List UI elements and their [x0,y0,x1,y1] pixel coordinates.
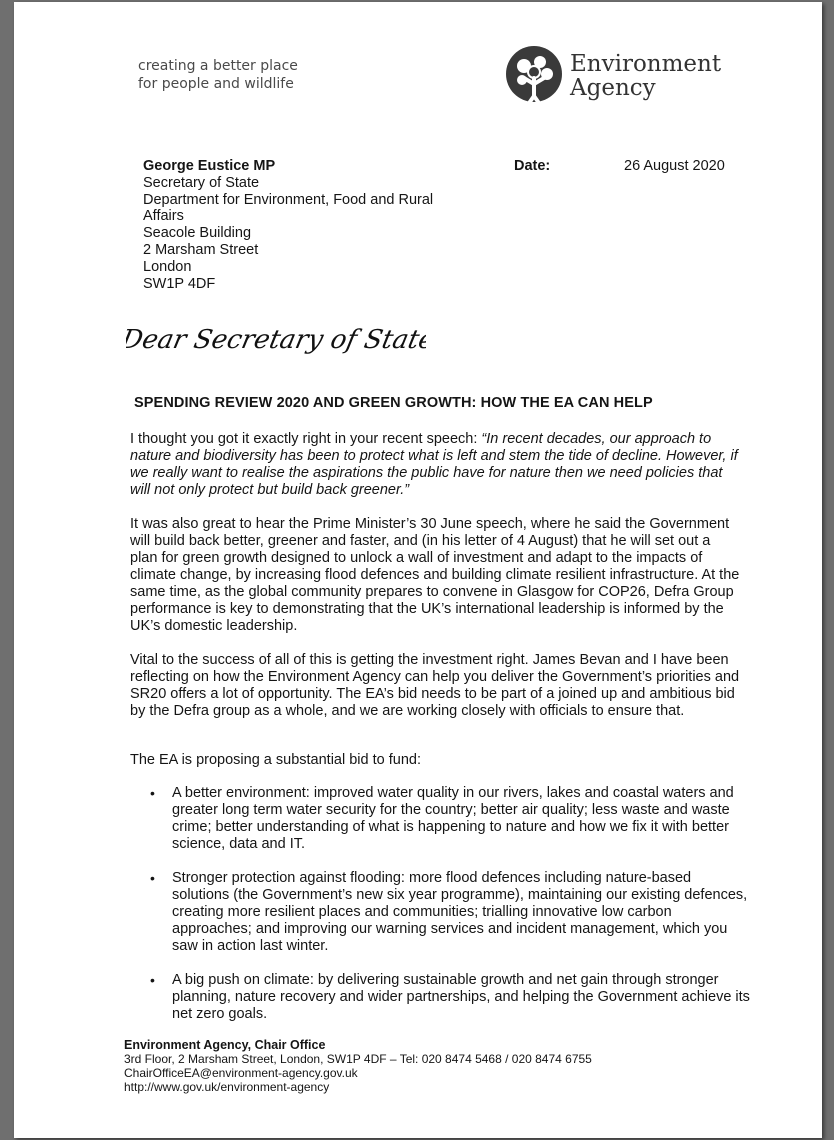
handwritten-salutation [126,320,426,365]
footer-org: Environment Agency, Chair Office [124,1038,326,1052]
logo-word-environment: Environment [570,51,722,77]
list-item [150,972,750,1023]
logo-word-agency: Agency [570,75,656,101]
address-line: Affairs [143,208,184,225]
date-value: 26 August 2020 [624,158,725,174]
paragraph-2: It was also great to hear the Prime Minister’s 30 June speech, where he said the Government will build back better, greener and faster, and (in his letter of 4 August) that he will set out a plan for green growth designed to unlock a wall of investment and adapt to the impacts of climate change, by increasing flood defences and building climate resilient infrastructure. At the same time, as the global community prepares to convene in Glasgow for COP26, Defra Group performance is key to demonstrating that the UK’s international leadership is informed by the UK’s domestic leadership. [130,516,740,634]
paragraph-1-intro: I thought you got it exactly right in your recent speech: [130,431,482,447]
address-line: 2 Marsham Street [143,241,259,258]
paragraph-4: The EA is proposing a substantial bid to fund: [130,752,421,768]
letterhead-tagline [138,57,298,93]
environment-agency-logo [502,44,732,108]
bullet-icon: • [150,870,155,886]
bullet-text: A better environment: improved water quality in our rivers, lakes and coastal waters and greater long term water security for the country; better air quality; less waste and waste crime; better understanding of what is happening to nature and how we fix it with better science, data and IT. [172,785,734,852]
address-line: Secretary of State [143,174,260,191]
bullet-text: A big push on climate: by delivering sustainable growth and net gain through stronger planning, nature recovery and wider partnerships, and helping the Government achieve its net zero goals. [172,972,750,1022]
address-line: Department for Environment, Food and Rural [143,191,434,208]
footer-address: 3rd Floor, 2 Marsham Street, London, SW1P 4DF – Tel: 020 8474 5468 / 020 8474 6755 [124,1052,592,1066]
address-line: Seacole Building [143,225,252,242]
bullet-text: Stronger protection against flooding: more flood defences including nature-based solutions (the Government’s new six year programme), maintaining our existing defences, creating more resilient places and communities; trialling innovative low carbon approaches; and improving our warning services and incident management, which you saw in action last winter. [172,870,748,954]
bullet-icon: • [150,785,155,801]
salutation-text: Dear Secretary of State [126,325,426,355]
bullet-icon: • [150,972,155,988]
letter-footer [124,1038,592,1094]
footer-email: ChairOfficeEA@environment-agency.gov.uk [124,1066,358,1080]
letter-heading: SPENDING REVIEW 2020 AND GREEN GROWTH: HOW THE EA CAN HELP [134,395,653,411]
list-item [150,785,750,853]
letter-page [14,2,822,1138]
logo-wordmark [570,52,721,100]
recipient-address [143,158,433,292]
funding-bullet-list [150,785,750,1040]
date-label: Date: [514,158,551,174]
paragraph-1 [130,431,740,499]
address-line: SW1P 4DF [143,275,216,292]
recipient-name: George Eustice MP [143,158,276,174]
tagline-line-1: creating a better place [138,58,298,74]
address-line: London [143,258,192,275]
tree-person-logo-icon [502,44,566,108]
speech-quote: “In recent decades, our approach to nature and biodiversity has been to protect what is left and stem the tide of decline. However, if we really want to realise the aspirations the public have for nature then we need policies that will not only protect but build back greener.” [130,431,738,498]
paragraph-3: Vital to the success of all of this is getting the investment right. James Bevan and I have been reflecting on how the Environment Agency can help you deliver the Government’s priorities and SR20 offers a lot of opportunity. The EA’s bid needs to be part of a joined up and ambitious bid by the Defra group as a whole, and we are working closely with officials to ensure that. [130,652,740,719]
tagline-line-2: for people and wildlife [138,76,294,92]
footer-web: http://www.gov.uk/environment-agency [124,1080,330,1094]
list-item [150,870,750,955]
